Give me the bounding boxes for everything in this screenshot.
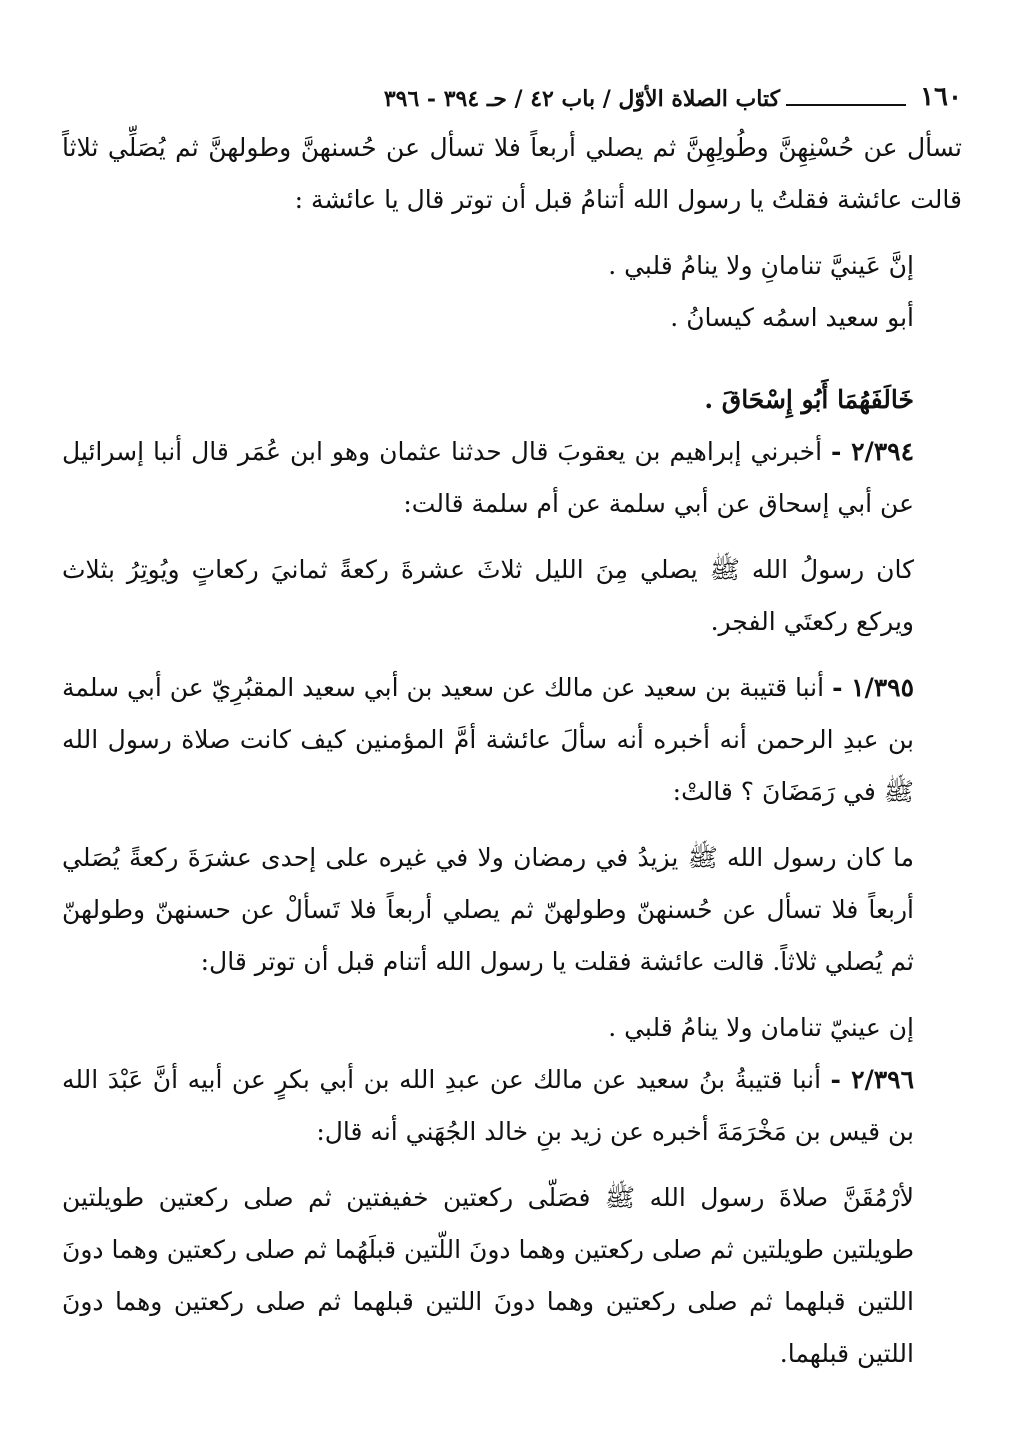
paragraph-note: أبو سعيد اسمُه كيسانُ . bbox=[670, 303, 914, 332]
paragraph-matn-396: لأرْمُقَنَّ صلاةَ رسول الله ﷺ فصَلّى ركعتين خفيفتين ثم صلى ركعتين طويلتين طويلتين طويلتين ثم صلى ركعتين وهما دونَ اللّتين قبلَهُما ثم صلى ركعتين وهما دونَ اللتين قبلهما ثم صلى ركعتين وهما دونَ اللتين قبلهما ثم صلى ركعتين وهما دونَ اللتين قبلهما. bbox=[62, 1183, 914, 1368]
paragraph-quote-1: إنَّ عَينيَّ تنامانِ ولا ينامُ قلبي . bbox=[608, 251, 914, 280]
hadith-text-396: أنبا قتيبةُ بنُ سعيد عن مالك عن عبدِ الله بن أبي بكرٍ عن أبيه أنَّ عَبْدَ الله بن قيس بن مَخْرَمَةَ أخبره عن زيد بنِ خالد الجُهَني أنه قال: bbox=[62, 1065, 914, 1146]
hadith-396 bbox=[62, 1054, 962, 1158]
paragraph-matn-394: كان رسولُ الله ﷺ يصلي مِنَ الليل ثلاثَ عشرةَ ركعةً ثمانيَ ركعاتٍ ويُوتِرُ بثلاث ويركع ركعتَي الفجر. bbox=[62, 555, 914, 636]
hadith-394 bbox=[62, 426, 962, 530]
hadith-number-395: ١/٣٩٥ - bbox=[832, 673, 914, 702]
page bbox=[62, 78, 962, 1380]
running-title: كتاب الصلاة الأوّل / باب ٤٢ / حـ ٣٩٤ - ٣٩٦ bbox=[383, 86, 781, 112]
paragraph-quote-2: إن عينيّ تنامان ولا ينامُ قلبي . bbox=[608, 1013, 914, 1042]
hadith-number-396: ٢/٣٩٦ - bbox=[830, 1065, 914, 1094]
hadith-395 bbox=[62, 662, 962, 818]
hadith-number-394: ٢/٣٩٤ - bbox=[831, 437, 914, 466]
hadith-text-394: أخبرني إبراهيم بن يعقوبَ قال حدثنا عثمان وهو ابن عُمَر قال أنبا إسرائيل عن أبي إسحاق عن أبي سلمة عن أم سلمة قالت: bbox=[62, 437, 914, 518]
paragraph-continuation: تسأل عن حُسْنِهِنَّ وطُولِهِنَّ ثم يصلي أربعاً فلا تسأل عن حُسنهنَّ وطولهنَّ ثم يُصَلِّي ثلاثاً قالت عائشة فقلتُ يا رسول الله أتنامُ قبل أن توتر قال يا عائشة : bbox=[62, 133, 962, 214]
header-rule bbox=[786, 104, 906, 106]
paragraph-matn-395: ما كان رسول الله ﷺ يزيدُ في رمضان ولا في غيره على إحدى عشرَةَ ركعةً يُصَلي أربعاً فلا تسأل عن حُسنهنّ وطولهنّ ثم يصلي أربعاً فلا تَسألْ عن حسنهنّ وطولهنّ ثم يُصلي ثلاثاً. قالت عائشة فقلت يا رسول الله أتنام قبل أن توتر قال: bbox=[62, 843, 914, 976]
page-header bbox=[62, 78, 962, 112]
paragraph-divergence: خَالَفَهُمَا أَبُو إِسْحَاقَ . bbox=[704, 385, 914, 414]
page-number: ١٦٠ bbox=[920, 82, 962, 112]
hadith-text-395: أنبا قتيبة بن سعيد عن مالك عن سعيد بن أبي سعيد المقبُرِيّ عن أبي سلمة بن عبدِ الرحمن أنه أخبره أنه سألَ عائشة أمَّ المؤمنين كيف كانت صلاة رسول الله ﷺ في رَمَضَانَ ؟ قالتْ: bbox=[62, 673, 914, 806]
